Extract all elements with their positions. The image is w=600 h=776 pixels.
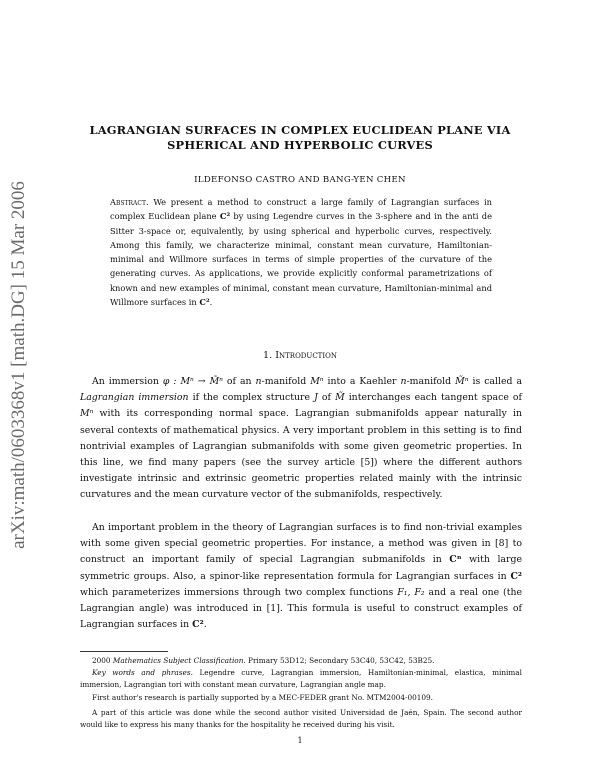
section-heading: 1. Introduction	[263, 350, 337, 361]
footnote-rule	[80, 651, 168, 652]
term-lagrangian-immersion: Lagrangian immersion	[80, 392, 189, 404]
arxiv-stamp-text: arXiv:math/0603368v1 [math.DG] 15 Mar 2006	[8, 181, 29, 549]
math-F1F2: F₁, F₂	[397, 586, 425, 598]
abstract-text-3: .	[209, 297, 213, 308]
intro-paragraph-1: An immersion φ : Mⁿ → M̃ⁿ of an n-manifold Mⁿ into a Kaehler n-manifold M̃ⁿ is called a Lagrangian immersion if the complex structure J of M̃ interchanges each tangent space of Mⁿ with its corresponding normal space. Lagrangian submanifolds appear naturally in several contexts of mathematical physics. A very important problem in this setting is to find nontrivial examples of Lagrangian submanifolds with some given geometric properties. In this line, we find many papers (see the survey article [5]) where the different authors investigate intrinsic and extrinsic geometric properties related mainly with the intrinsic curvatures and the mean curvature vector of the submanifolds, respectively.	[80, 376, 523, 501]
abstract-text-1: We present a method to construct a large family of Lagrangian surfaces in complex Euclidean plane	[110, 197, 492, 222]
abstract-text-2: by using Legendre curves in the 3-sphere and in the anti de Sitter 3-space or, equivalently, by using spherical and hyperbolic curves, respectively. Among this family, we characterize minimal, constant mean curvature, Hamiltonian-minimal and Willmore surfaces in terms of simple properties of the curvature of the generating curves. As applications, we provide explicitly conformal parametrizations of known and new examples of minimal, constant mean curvature, Hamiltonian-minimal and Willmore surfaces in	[110, 211, 492, 308]
intro-paragraph-2: An important problem in the theory of Lagrangian surfaces is to find non-trivial examples with some given special geometric properties. For instance, a method was given in [8] to construct an important family of special Lagrangian submanifolds in Cⁿ with large symmetric groups. Also, a spinor-like representation formula for Lagrangian surfaces in C² which parameterizes immersions through two complex functions F₁, F₂ and a real one (the Lagrangian angle) was introduced in [1]. This formula is useful to construct examples of Lagrangian surfaces in C².	[80, 522, 523, 631]
footnote-keywords: Key words and phrases. Legendre curve, Lagrangian immersion, Hamiltonian-minimal, elastica, minimal immersion, Lagrangian tori with constant mean curvature, Lagrangian angle map.	[80, 668, 522, 689]
footnote-support: First author's research is partially supported by a MEC-FEDER grant No. MTM2004-00109.	[92, 693, 434, 702]
math-Cn: Cⁿ	[449, 554, 462, 566]
math-Mtilde-n: M̃ⁿ	[455, 376, 469, 387]
math-C2: C²	[199, 297, 210, 308]
math-n: n	[400, 376, 407, 387]
math-C2: C²	[219, 211, 231, 222]
abstract-heading: Abstract.	[110, 197, 149, 207]
page-number: 1	[297, 736, 303, 745]
paper-title	[80, 123, 520, 153]
abstract	[110, 195, 492, 309]
authors: ILDEFONSO CASTRO AND BANG-YEN CHEN	[194, 175, 406, 185]
footnote-visit: A part of this article was done while the second author visited Universidad de Jaén, Spain. The second author would like to express his many thanks for the hospitality he received during his visit.	[80, 708, 522, 729]
title-line-2: SPHERICAL AND HYPERBOLIC CURVES	[167, 138, 433, 152]
math-C2: C²	[192, 619, 204, 631]
math-Mn: Mⁿ	[80, 408, 94, 420]
math-Mtilde: M̃	[335, 392, 345, 404]
math-C2: C²	[510, 570, 522, 582]
math-n: n	[255, 376, 262, 387]
footnote-msc: 2000 Mathematics Subject Classification. Primary 53D12; Secondary 53C40, 53C42, 53B25.	[92, 656, 435, 665]
math-phi-map: φ : Mⁿ → M̃ⁿ	[162, 376, 223, 387]
title-line-1: LAGRANGIAN SURFACES IN COMPLEX EUCLIDEAN PLANE VIA	[89, 123, 511, 137]
math-J: J	[314, 392, 318, 404]
math-Mn: Mⁿ	[310, 376, 324, 387]
arxiv-stamp	[4, 150, 34, 580]
